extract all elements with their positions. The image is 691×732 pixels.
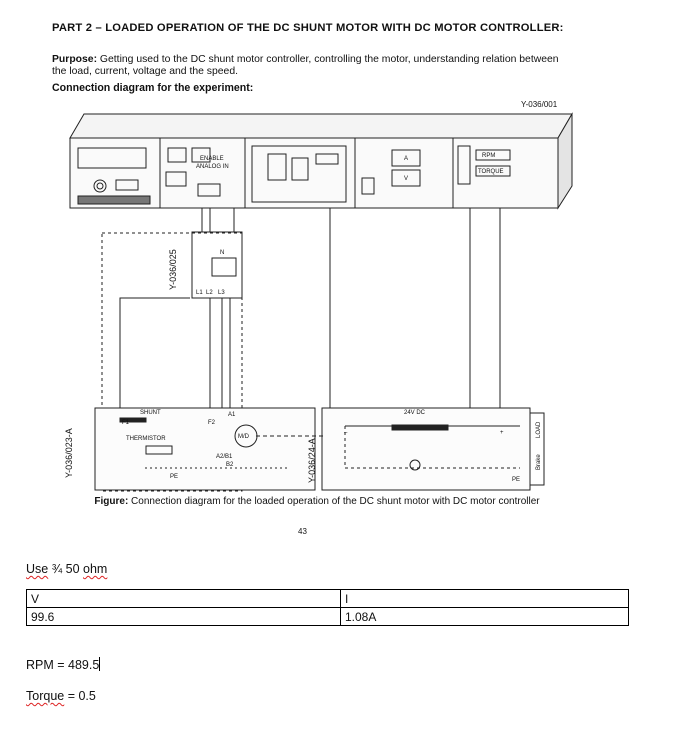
b2-label: B2 [226, 462, 234, 468]
note-prefix: Use [26, 562, 49, 576]
table-row [27, 608, 629, 626]
brake-label: Brake [536, 454, 542, 470]
thermistor-label: THERMISTOR [126, 436, 166, 442]
pe-label: PE [170, 474, 179, 480]
table-header-cell[interactable]: V [27, 590, 341, 608]
table-cell[interactable]: 99.6 [27, 608, 341, 626]
ammeter-label: A [404, 156, 409, 162]
text-cursor [99, 657, 100, 671]
enable-label: ENABLE [200, 156, 224, 162]
note-unit: ohm [83, 562, 108, 576]
torque-result-line[interactable] [26, 689, 96, 703]
rpm-result-line[interactable] [26, 657, 100, 672]
voltmeter-label: V [404, 176, 409, 182]
pe2-label: PE [512, 477, 521, 483]
module-label-left: Y-036/025 [168, 249, 178, 290]
resistance-note[interactable] [26, 562, 107, 576]
figure-caption [52, 496, 582, 508]
f1-label: F1 [122, 420, 130, 426]
connection-diagram [60, 108, 580, 493]
torque-label: Torque [26, 689, 65, 703]
minus-label: – [344, 430, 348, 436]
l2-label: L2 [206, 290, 213, 296]
table-header-cell[interactable]: I [341, 590, 629, 608]
measurement-table [26, 589, 629, 626]
table-cell[interactable]: 1.08A [341, 608, 629, 626]
purpose-paragraph [52, 54, 562, 78]
load-label: LOAD [536, 421, 542, 438]
analog-label: ANALOG IN [196, 164, 229, 170]
connection-heading: Connection diagram for the experiment: [52, 82, 254, 94]
plus-label: + [500, 430, 504, 436]
equipment-model-code: Y-036/001 [521, 100, 558, 109]
figure-caption-text: Connection diagram for the loaded operation of the DC shunt motor with DC motor controller [128, 496, 540, 507]
shunt-label: SHUNT [140, 410, 161, 416]
torque-value: = 0.5 [64, 689, 96, 703]
figure-caption-label: Figure: [94, 496, 129, 507]
rpm-label: RPM [482, 153, 496, 159]
l3-label: L3 [218, 290, 225, 296]
module-label-bottom-left: Y-036/023-A [64, 428, 74, 478]
note-value: ¾ 50 [51, 562, 80, 576]
rpm-result-text: RPM = 489.5 [26, 658, 100, 672]
purpose-text: Getting used to the DC shunt motor controller, controlling the motor, understanding relation between the load, current, voltage and the speed. [52, 54, 559, 77]
motor-label: M/D [238, 434, 249, 440]
section-title: PART 2 – LOADED OPERATION OF THE DC SHUNT MOTOR WITH DC MOTOR CONTROLLER: [52, 22, 564, 34]
torque-label: TORQUE [478, 169, 504, 175]
module-label-bottom-mid: Y-036/24-A [307, 438, 317, 483]
page-number: 43 [298, 527, 307, 536]
l1-label: L1 [196, 290, 203, 296]
table-header-row [27, 590, 629, 608]
f2-label: F2 [208, 420, 216, 426]
a2b1-label: A2/B1 [216, 454, 233, 460]
n-label: N [220, 250, 225, 256]
purpose-label: Purpose: [52, 54, 98, 65]
supply-label: 24V DC [404, 410, 426, 416]
a1-label: A1 [228, 412, 236, 418]
